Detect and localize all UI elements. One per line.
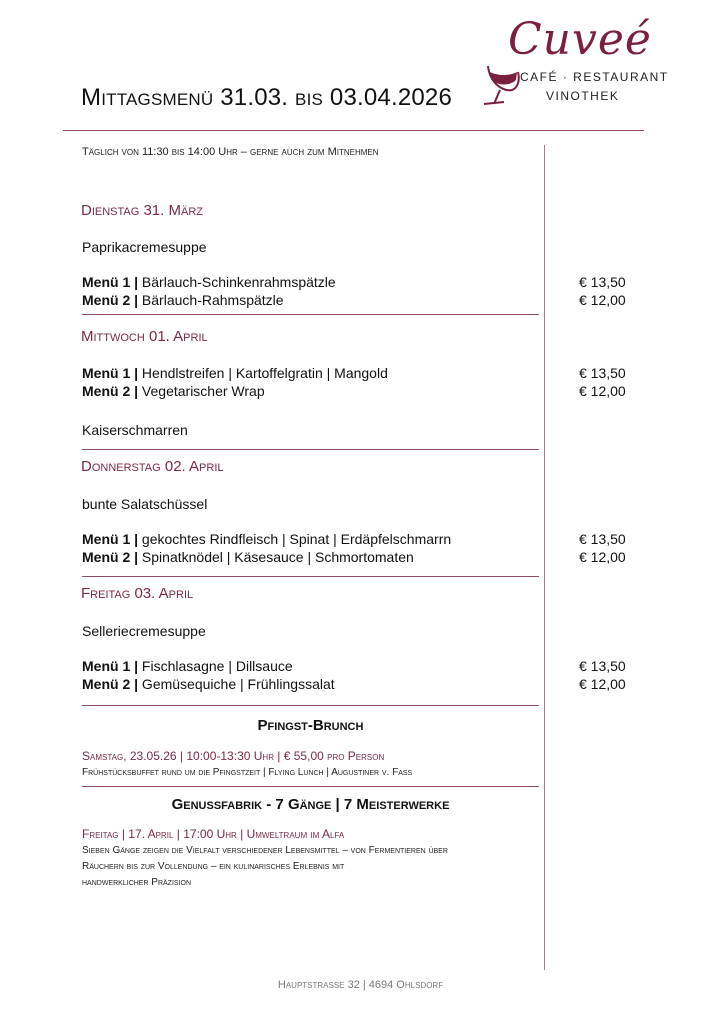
day-divider	[82, 314, 539, 315]
soup: bunte Salatschüssel	[82, 496, 208, 512]
menu-price: € 13,50	[579, 658, 626, 674]
logo-subtitle-2: VINOTHEK	[546, 89, 620, 103]
menu-price: € 12,00	[579, 383, 626, 399]
menu-item: Menü 2 | Gemüsequiche | Frühlingssalat	[82, 676, 335, 692]
event-details: Samstag, 23.05.26 | 10:00-13:30 Uhr | € 55,00 pro Person	[82, 749, 385, 763]
menu-price: € 12,00	[579, 676, 626, 692]
event-divider	[82, 786, 539, 787]
menu-price: € 13,50	[579, 365, 626, 381]
footer-address: Hauptstraße 32 | 4694 Ohlsdorf	[277, 979, 444, 991]
price-column-divider	[544, 145, 545, 970]
menu-item: Menü 1 | Bärlauch-Schinkenrahmspätzle	[82, 274, 336, 290]
menu-item: Menü 1 | gekochtes Rindfleisch | Spinat | Erdäpfelschmarrn	[82, 531, 452, 547]
day-divider	[82, 576, 539, 577]
soup: Selleriecremesuppe	[82, 623, 206, 639]
dessert: Kaiserschmarren	[82, 422, 188, 438]
menu-item: Menü 1 | Hendlstreifen | Kartoffelgratin | Mangold	[82, 365, 388, 381]
event-title: Genussfabrik - 7 Gänge | 7 Meisterwerke	[171, 796, 450, 813]
page-title: Mittagsmenü 31.03. bis 03.04.2026	[81, 84, 453, 111]
event-description: Sieben Gänge zeigen die Vielfalt verschiedener Lebensmittel – von Fermentieren über	[82, 845, 448, 856]
event-details: Freitag | 17. April | 17:00 Uhr | Umweltraum im Alfa	[82, 827, 345, 841]
event-description: Räuchern bis zur Vollendung – ein kulinarisches Erlebnis mit	[82, 861, 345, 872]
event-description: Frühstücksbuffet rund um die Pfingstzeit | Flying Lunch | Augustiner v. Faß	[82, 767, 413, 778]
menu-price: € 13,50	[579, 531, 626, 547]
menu-price: € 13,50	[579, 274, 626, 290]
event-description: handwerklicher Präzision	[82, 877, 192, 888]
menu-price: € 12,00	[579, 292, 626, 308]
menu-item: Menü 1 | Fischlasagne | Dillsauce	[82, 658, 293, 674]
menu-price: € 12,00	[579, 549, 626, 565]
day-heading: Donnerstag 02. April	[81, 458, 224, 475]
day-divider	[82, 705, 539, 706]
logo-script: Cuveé	[508, 14, 652, 65]
menu-item: Menü 2 | Spinatknödel | Käsesauce | Schmortomaten	[82, 549, 414, 565]
header-divider	[63, 130, 644, 131]
logo-subtitle-1: CAFÉ · RESTAURANT	[520, 70, 669, 84]
day-heading: Freitag 03. April	[81, 585, 194, 602]
menu-item: Menü 2 | Vegetarischer Wrap	[82, 383, 265, 399]
day-divider	[82, 449, 539, 450]
day-heading: Dienstag 31. März	[81, 202, 203, 219]
day-heading: Mittwoch 01. April	[81, 328, 208, 345]
opening-hours: Täglich von 11:30 bis 14:00 Uhr – gerne auch zum Mitnehmen	[82, 146, 379, 158]
menu-item: Menü 2 | Bärlauch-Rahmspätzle	[82, 292, 284, 308]
soup: Paprikacremesuppe	[82, 239, 207, 255]
event-title: Pfingst-Brunch	[257, 717, 364, 734]
